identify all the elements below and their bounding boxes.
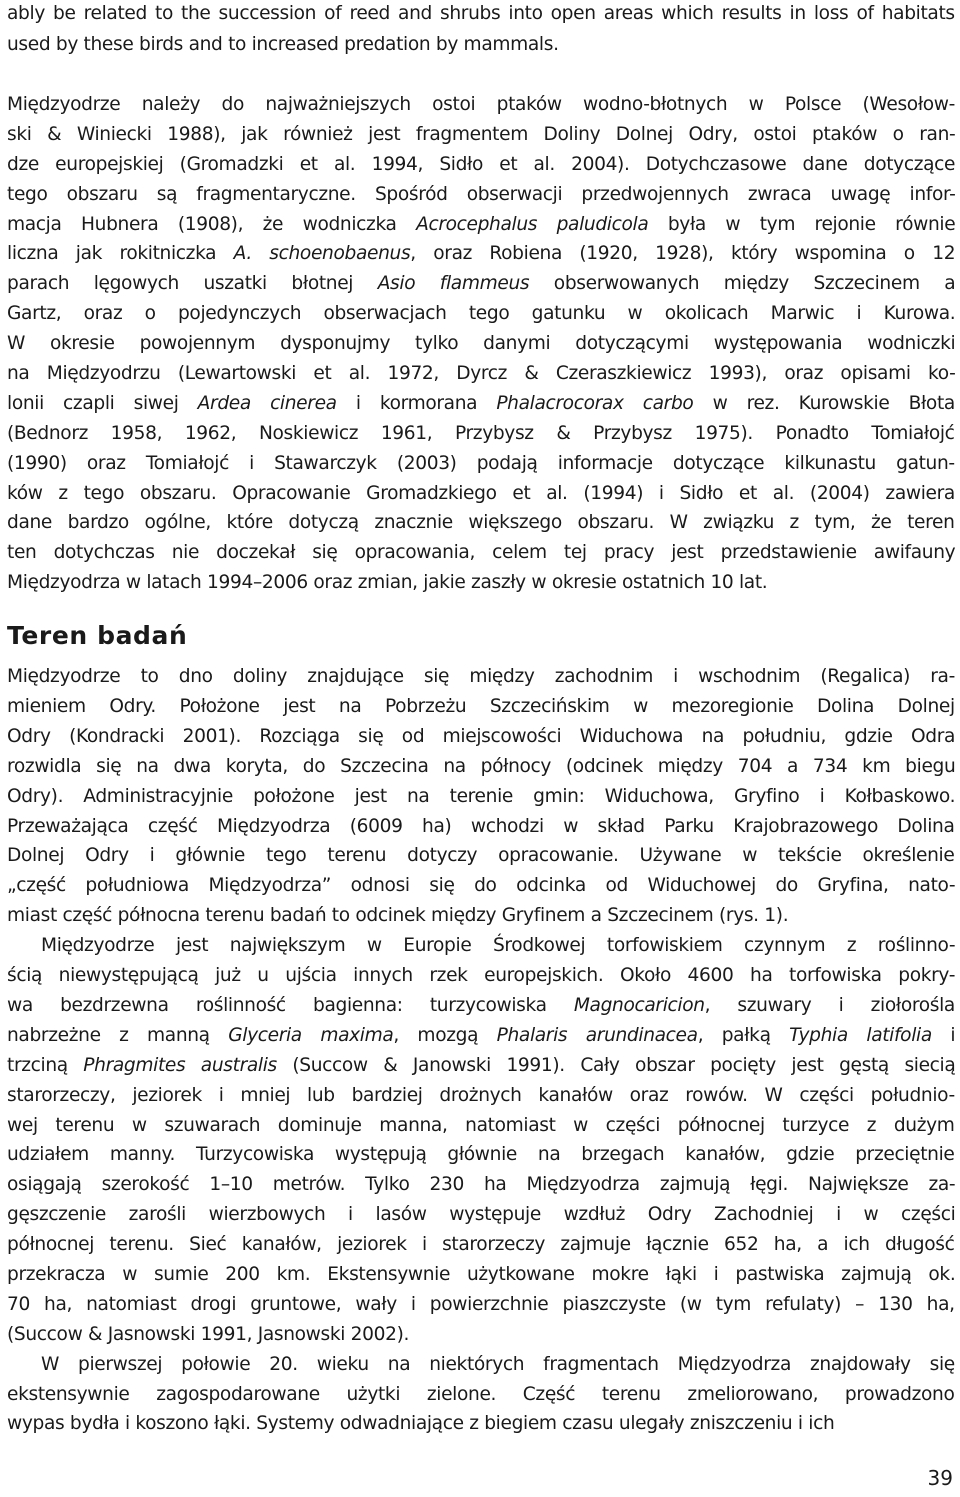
text-line: na Międzyodrzu (Lewartowski et al. 1972, Dyrcz & Czeraszkiewicz 1993), oraz opisami ko- (7, 363, 956, 385)
text-line: ścią niewystępującą już u ujścia innych rzek europejskich. Około 4600 ha torfowiska pokry- (7, 965, 956, 987)
text-line: Odry (Kondracki 2001). Rozciąga się od miejscowości Widuchowa na południu, gdzie Odra (7, 725, 956, 747)
paragraph-study-area (7, 662, 955, 931)
text-line: udziałem manny. Turzycowiska występują głównie na brzegach kanałów, gdzie przeciętnie (7, 1144, 955, 1166)
text-line: Międzyodrze należy do najważniejszych ostoi ptaków wodno-błotnych w Polsce (Wesołow- (7, 94, 955, 115)
text-line: wej terenu w szuwarach dominuje manna, natomiast w części północnej turzyce z dużym (7, 1114, 955, 1136)
species-name: Phalacrocorax carbo (496, 392, 694, 414)
text-line: used by these birds and to increased predation by mammals. (7, 33, 559, 55)
text-line: ków z tego obszaru. Opracowanie Gromadzkiego et al. (1994) i Sidło et al. (2004) zawiera (7, 482, 955, 504)
text-line: „część południowa Międzyodrza” odnosi się do odcinka od Widuchowej do Gryfina, nato- (7, 875, 956, 897)
text-line: gęszczenie zarośli wierzbowych i lasów występuje wzdłuż Odry Zachodniej i w części (7, 1204, 956, 1226)
species-name: Magnocaricion (573, 994, 705, 1016)
text-line: liczna jak rokitniczka A. schoenobaenus, oraz Robiena (1920, 1928), który wspomina o 12 (7, 243, 956, 265)
text-line: wypas bydła i koszono łąki. Systemy odwadniające z biegiem czasu ulegały zniszczeniu i ich (7, 1413, 835, 1435)
text-line: ekstensywnie zagospodarowane użytki zielone. Część terenu zmeliorowano, prowadzono (7, 1383, 955, 1405)
text-line: (1990) oraz Tomiałojć i Stawarczyk (2003) podają informacje dotyczące kilkunastu gatun- (7, 452, 955, 474)
paragraph-history (7, 90, 955, 598)
paragraph-gap (7, 60, 955, 90)
text-line: W okresie powojennym dysponujmy tylko danymi dotyczącymi występowania wodniczki (7, 333, 956, 355)
species-name: Phalaris arundinacea (496, 1024, 698, 1046)
text-line: osiągają szerokość 1–10 metrów. Tylko 230 ha Międzyodrza zajmują łęgi. Największe za- (7, 1174, 956, 1196)
text-line: lonii czapli siwej Ardea cinerea i kormorana Phalacrocorax carbo w rez. Kurowskie Błota (7, 392, 955, 414)
species-name: Acrocephalus paludicola (416, 213, 649, 235)
text-line: Dolnej Odry i głównie tego terenu dotyczy opracowanie. Używane w tekście określenie (7, 845, 955, 867)
text-line: tego obszaru są fragmentaryczne. Spośród obserwacji przedwojennych zwraca uwagę infor- (7, 183, 956, 205)
text-line: macja Hubnera (1908), że wodniczka Acrocephalus paludicola była w tym rejonie równie (7, 213, 956, 235)
page-body (7, 0, 955, 1439)
text-line: parach lęgowych uszatki błotnej Asio flammeus obserwowanych między Szczecinem a (7, 273, 956, 295)
species-name: Phragmites australis (83, 1054, 277, 1076)
text-line: Przeważająca część Międzyodrza (6009 ha) wchodzi w skład Parku Krajobrazowego Dolina (7, 815, 955, 837)
species-name: Glyceria maxima (228, 1024, 394, 1046)
text-line: miast część północna terenu badań to odcinek między Gryfinem a Szczecinem (rys. 1). (7, 905, 789, 927)
text-line: ably be related to the succession of reed and shrubs into open areas which results in loss of habitats (7, 3, 955, 24)
species-name: Asio flammeus (377, 273, 530, 295)
text-line: (Succow & Jasnowski 1991, Jasnowski 2002). (7, 1323, 410, 1345)
text-line: mieniem Odry. Położone jest na Pobrzeżu Szczecińskim w mezoregionie Dolina Dolnej (7, 696, 955, 718)
text-line: Międzyodrze to dno doliny znajdujące się między zachodnim i wschodnim (Regalica) ra- (7, 666, 955, 688)
paragraph-vegetation (7, 931, 955, 1349)
text-line: dze europejskiej (Gromadzki et al. 1994, Sidło et al. 2004). Dotychczasowe dane dotyczące (7, 153, 956, 175)
text-line: Gartz, oraz o pojedynczych obserwacjach tego gatunku w okolicach Marwic i Kurowa. (7, 303, 956, 325)
text-line: północnej terenu. Sieć kanałów, jeziorek i starorzeczy zajmuje łącznie 652 ha, a ich długość (7, 1234, 955, 1256)
text-line: Międzyodrze jest największym w Europie Środkowej torfowiskiem czynnym z roślinno- (41, 935, 956, 957)
paragraph-intro-tail (7, 0, 955, 60)
section-heading: Teren badań (7, 621, 188, 651)
species-name: Typhia latifolia (789, 1024, 932, 1046)
species-name: Ardea cinerea (197, 392, 337, 414)
section-gap (7, 598, 955, 614)
text-line: ten dotychczas nie doczekał się opracowania, celem tej pracy jest przedstawienie awifauny (7, 542, 956, 564)
text-line: starorzeczy, jeziorek i mniej lub bardziej drożnych kanałów oraz rowów. W części południo- (7, 1084, 955, 1106)
species-name: A. schoenobaenus (233, 243, 411, 265)
text-line: trzciną Phragmites australis (Succow & Janowski 1991). Cały obszar pocięty jest gęstą siecią (7, 1054, 956, 1076)
text-line: Odry). Administracyjnie położone jest na terenie gmin: Widuchowa, Gryfino i Kołbaskowo. (7, 785, 956, 807)
text-line: wa bezdrzewna roślinność bagienna: turzycowiska Magnocaricion, szuwary i ziołorośla (7, 994, 955, 1016)
text-line: 70 ha, natomiast drogi gruntowe, wały i powierzchnie piaszczyste (w tym refulaty) – 130 ha, (7, 1293, 955, 1315)
text-line: W pierwszej połowie 20. wieku na niektórych fragmentach Międzyodrza znajdowały się (41, 1353, 955, 1375)
page-number: 39 (927, 1466, 953, 1490)
text-line: rozwidla się na dwa koryta, do Szczecina na północy (odcinek między 704 a 734 km biegu (7, 755, 956, 777)
text-line: przekracza w sumie 200 km. Ekstensywnie użytkowane mokre łąki i pastwiska zajmują ok. (7, 1263, 956, 1285)
paragraph-land-use (7, 1350, 955, 1440)
text-line: ski & Winiecki 1988), jak również jest fragmentem Doliny Dolnej Odry, ostoi ptaków o ran- (7, 123, 956, 145)
text-line: Międzyodrza w latach 1994–2006 oraz zmian, jakie zaszły w okresie ostatnich 10 lat. (7, 572, 768, 594)
text-line: nabrzeżne z manną Glyceria maxima, mozgą Phalaris arundinacea, pałką Typhia latifolia i (7, 1024, 956, 1046)
text-line: dane bardzo ogólne, które dotyczą znacznie większego obszaru. W związku z tym, że teren (7, 512, 955, 534)
text-line: (Bednorz 1958, 1962, Noskiewicz 1961, Przybysz & Przybysz 1975). Ponadto Tomiałojć (7, 422, 955, 444)
